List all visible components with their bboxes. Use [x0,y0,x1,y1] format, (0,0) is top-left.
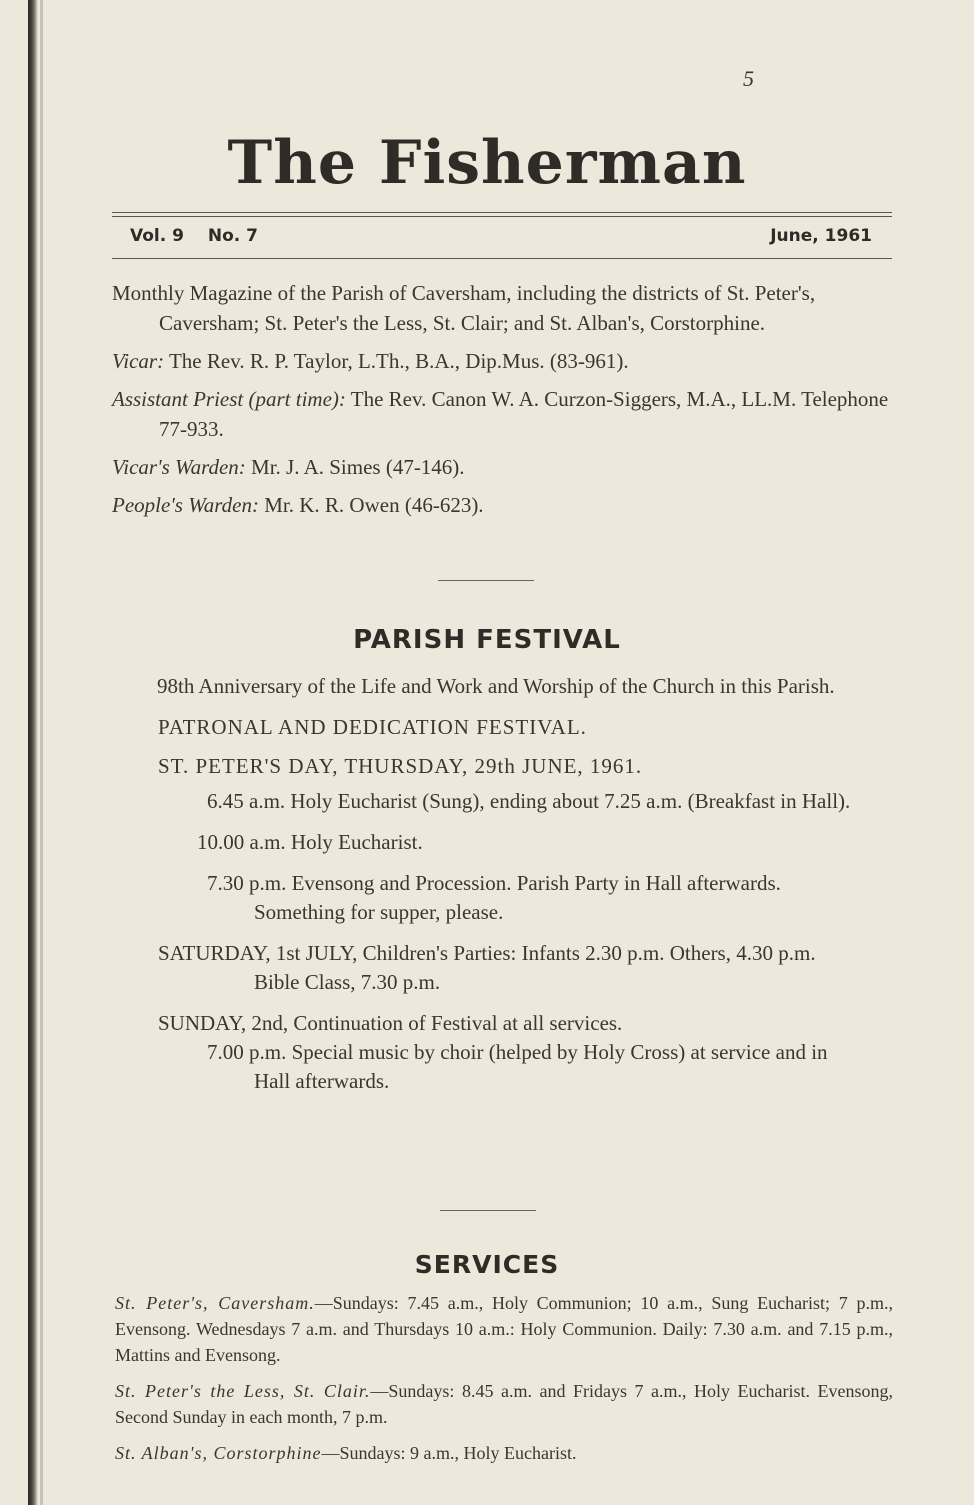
service-times: —Sundays: 7.45 a.m., Holy Communion; 10 a.m., Sung Eucharist; 7 p.m., Evensong. Wednesdays 7 a.m. and Thursdays 10 a.m.: Holy Communion. Daily: 7.30 a.m. and 7.15 p.m., Mattins and Evensong. [115,1293,894,1365]
issue-line [130,226,872,246]
service-st-peters-caversham [115,1290,893,1368]
festival-patronal: PATRONAL AND DEDICATION FESTIVAL. [158,715,587,739]
festival-sunday-item: 7.00 p.m. Special music by choir (helped by Holy Cross) at service and in Hall afterwards. [207,1040,828,1093]
festival-heading: PARISH FESTIVAL [353,625,621,655]
festival-sunday: SUNDAY, 2nd, Continuation of Festival at all services. [158,1011,623,1035]
peoples-warden-line [112,490,894,520]
assistant-label: Assistant Priest (part time): [112,387,346,411]
peoples-warden-name: Mr. K. R. Owen (46-623). [264,493,484,517]
service-place: St. Peter's, Caversham. [115,1293,315,1313]
section-divider [438,580,534,581]
vicar-line [112,346,894,376]
festival-st-peters-day: ST. PETER'S DAY, THURSDAY, 29th JUNE, 1961. [158,754,643,778]
issue-date: June, 1961 [770,226,872,246]
festival-item-3: 7.30 p.m. Evensong and Procession. Parish Party in Hall afterwards. Something for supper, please. [207,871,781,924]
masthead-title: The Fisherman [227,128,747,198]
service-times: —Sundays: 9 a.m., Holy Eucharist. [321,1443,577,1463]
volume-label: Vol. 9 [130,226,184,246]
masthead-rule-top-2 [112,216,892,217]
masthead-rule-bottom [112,258,892,259]
number-label: No. 7 [207,226,258,246]
vicar-label: Vicar: [112,349,165,373]
vicar-name: The Rev. R. P. Taylor, L.Th., B.A., Dip.Mus. (83-961). [168,349,629,373]
vicars-warden-name: Mr. J. A. Simes (47-146). [251,455,465,479]
service-st-peters-the-less [115,1378,893,1430]
page-binding-edge [28,0,38,1505]
vicars-warden-label: Vicar's Warden: [112,455,246,479]
masthead-rule-top [112,212,892,213]
assistant-priest-line [112,384,894,444]
peoples-warden-label: People's Warden: [112,493,259,517]
page-number: 5 [743,66,754,91]
festival-item-1: 6.45 a.m. Holy Eucharist (Sung), ending about 7.25 a.m. (Breakfast in Hall). [207,789,851,813]
service-st-albans [115,1440,893,1466]
vicars-warden-line [112,452,894,482]
services-section [115,1290,893,1476]
service-place: St. Alban's, Corstorphine [115,1443,322,1463]
magazine-description: Monthly Magazine of the Parish of Caversham, including the districts of St. Peter's, Caversham; St. Peter's the Less, St. Clair; and St. Alban's, Corstorphine. [112,281,816,335]
service-times: —Sundays: 8.45 a.m. and Fridays 7 a.m., Holy Eucharist. Evensong, Second Sunday in each month, 7 p.m. [115,1381,893,1427]
assistant-name: The Rev. Canon W. A. Curzon-Siggers, M.A., LL.M. Telephone 77-933. [159,387,889,441]
service-place: St. Peter's the Less, St. Clair. [115,1381,371,1401]
festival-item-2: 10.00 a.m. Holy Eucharist. [197,830,423,854]
festival-section [110,672,894,1096]
services-heading: SERVICES [414,1250,560,1279]
magazine-intro [112,278,894,528]
festival-anniversary: 98th Anniversary of the Life and Work and Worship of the Church in this Parish. [157,674,835,698]
festival-saturday: SATURDAY, 1st JULY, Children's Parties: Infants 2.30 p.m. Others, 4.30 p.m. Bible Class, 7.30 p.m. [158,941,816,994]
page-binding-shadow [40,0,43,1505]
section-divider-2 [440,1210,536,1211]
